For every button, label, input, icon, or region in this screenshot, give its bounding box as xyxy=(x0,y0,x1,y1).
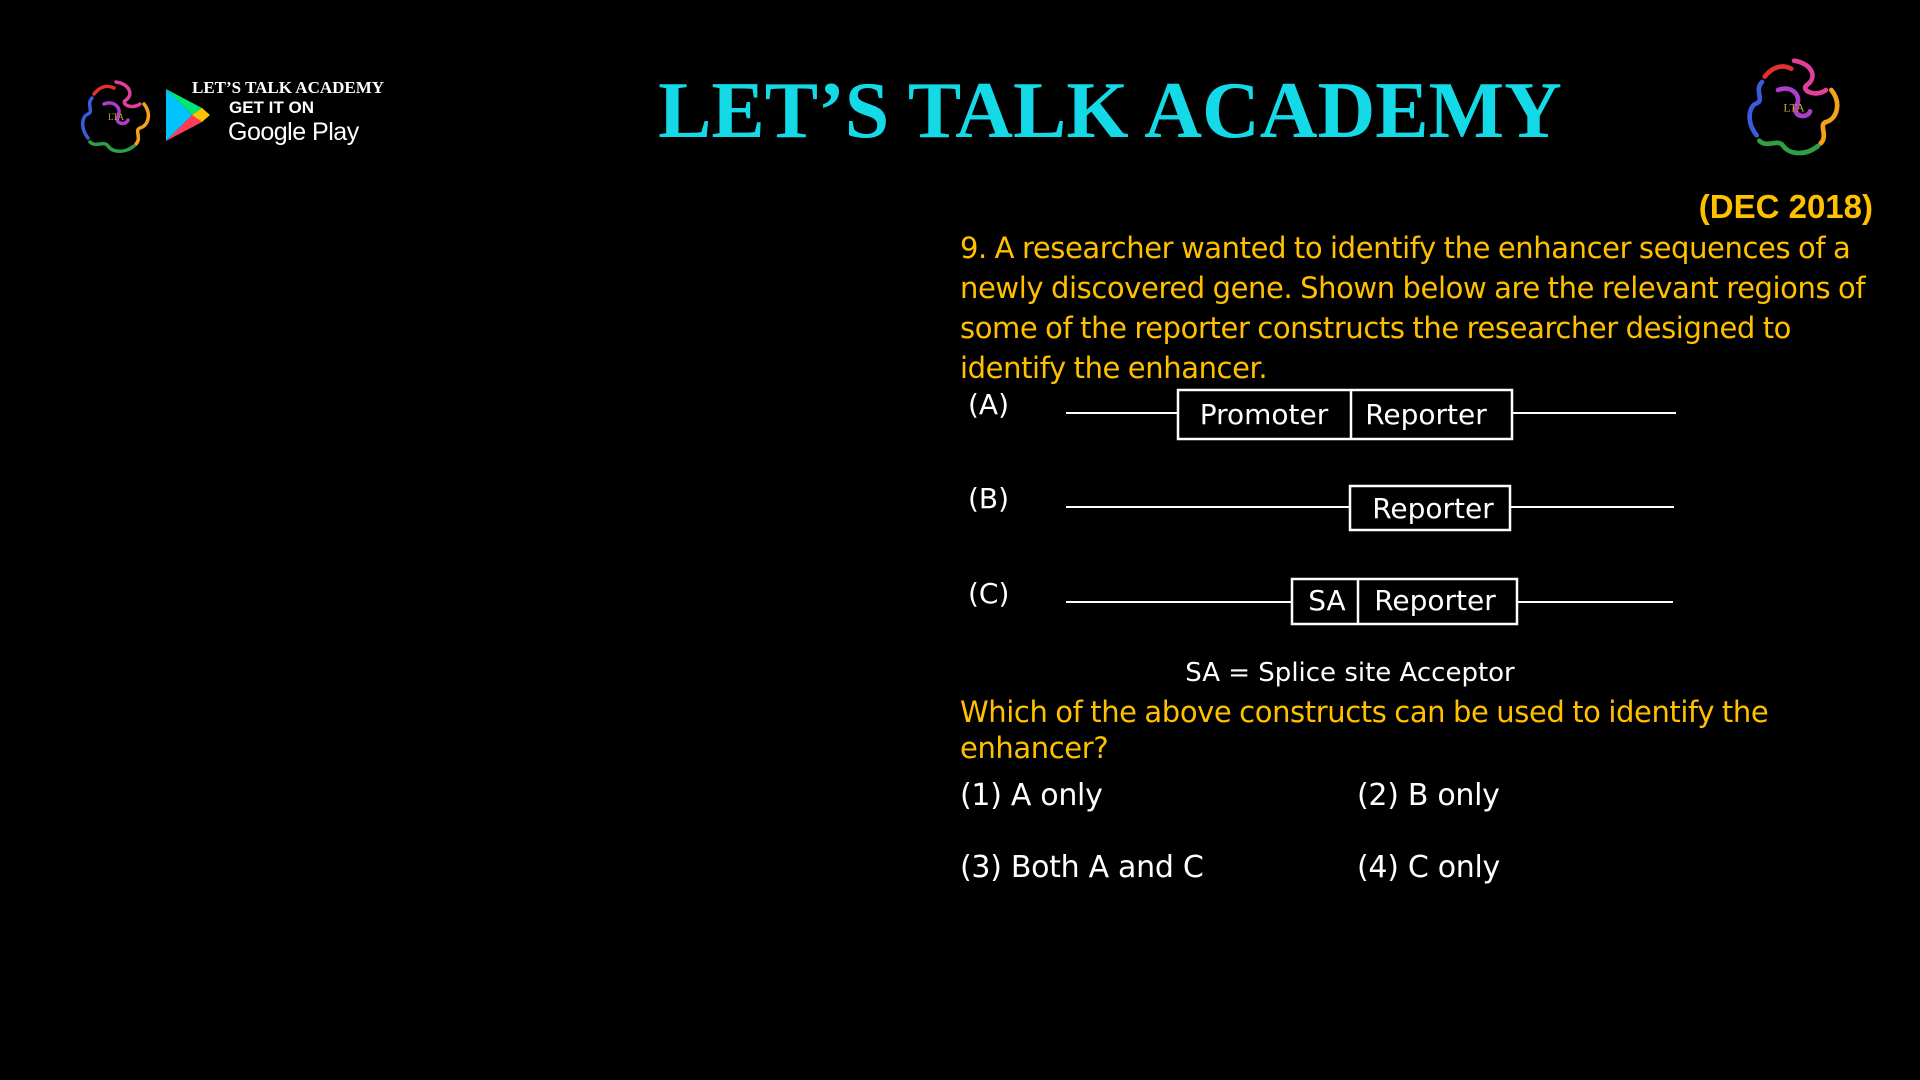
option-1[interactable]: (1) A only xyxy=(960,778,1103,813)
question-text: 9. A researcher wanted to identify the enhancer sequences of a newly discovered gene. Shown below are the relevant regions of some of the reporter constructs the researcher designed to identify the enhancer. xyxy=(960,231,1866,385)
construct-a-promoter: Promoter xyxy=(1199,398,1329,431)
construct-label-a: (A) xyxy=(968,388,1010,421)
construct-label-b: (B) xyxy=(968,482,1010,515)
page-title: LET’S TALK ACADEMY xyxy=(658,67,1562,155)
logo-text: LTA xyxy=(108,112,124,122)
logo-text: LTA xyxy=(1783,100,1805,115)
option-4[interactable]: (4) C only xyxy=(1357,850,1500,885)
option-2[interactable]: (2) B only xyxy=(1357,778,1500,813)
diagram-legend: SA = Splice site Acceptor xyxy=(1185,658,1515,688)
question-prompt: Which of the above constructs can be used to identify the enhancer? xyxy=(960,695,1769,765)
exam-tag: (DEC 2018) xyxy=(1698,188,1873,225)
construct-c-sa: SA xyxy=(1308,584,1346,617)
construct-a-reporter: Reporter xyxy=(1365,398,1487,431)
option-3[interactable]: (3) Both A and C xyxy=(960,850,1204,885)
badge-google-play[interactable]: Google Play xyxy=(228,118,359,146)
badge-academy-name: LET’S TALK ACADEMY xyxy=(192,78,385,97)
construct-label-c: (C) xyxy=(968,577,1010,610)
academy-logo-left xyxy=(74,74,158,158)
reporter-constructs-diagram xyxy=(960,380,1680,700)
construct-b-reporter: Reporter xyxy=(1372,492,1494,525)
badge-get-it-on[interactable]: GET IT ON xyxy=(229,98,314,117)
academy-logo-right xyxy=(1738,50,1850,162)
construct-c-reporter: Reporter xyxy=(1374,584,1496,617)
